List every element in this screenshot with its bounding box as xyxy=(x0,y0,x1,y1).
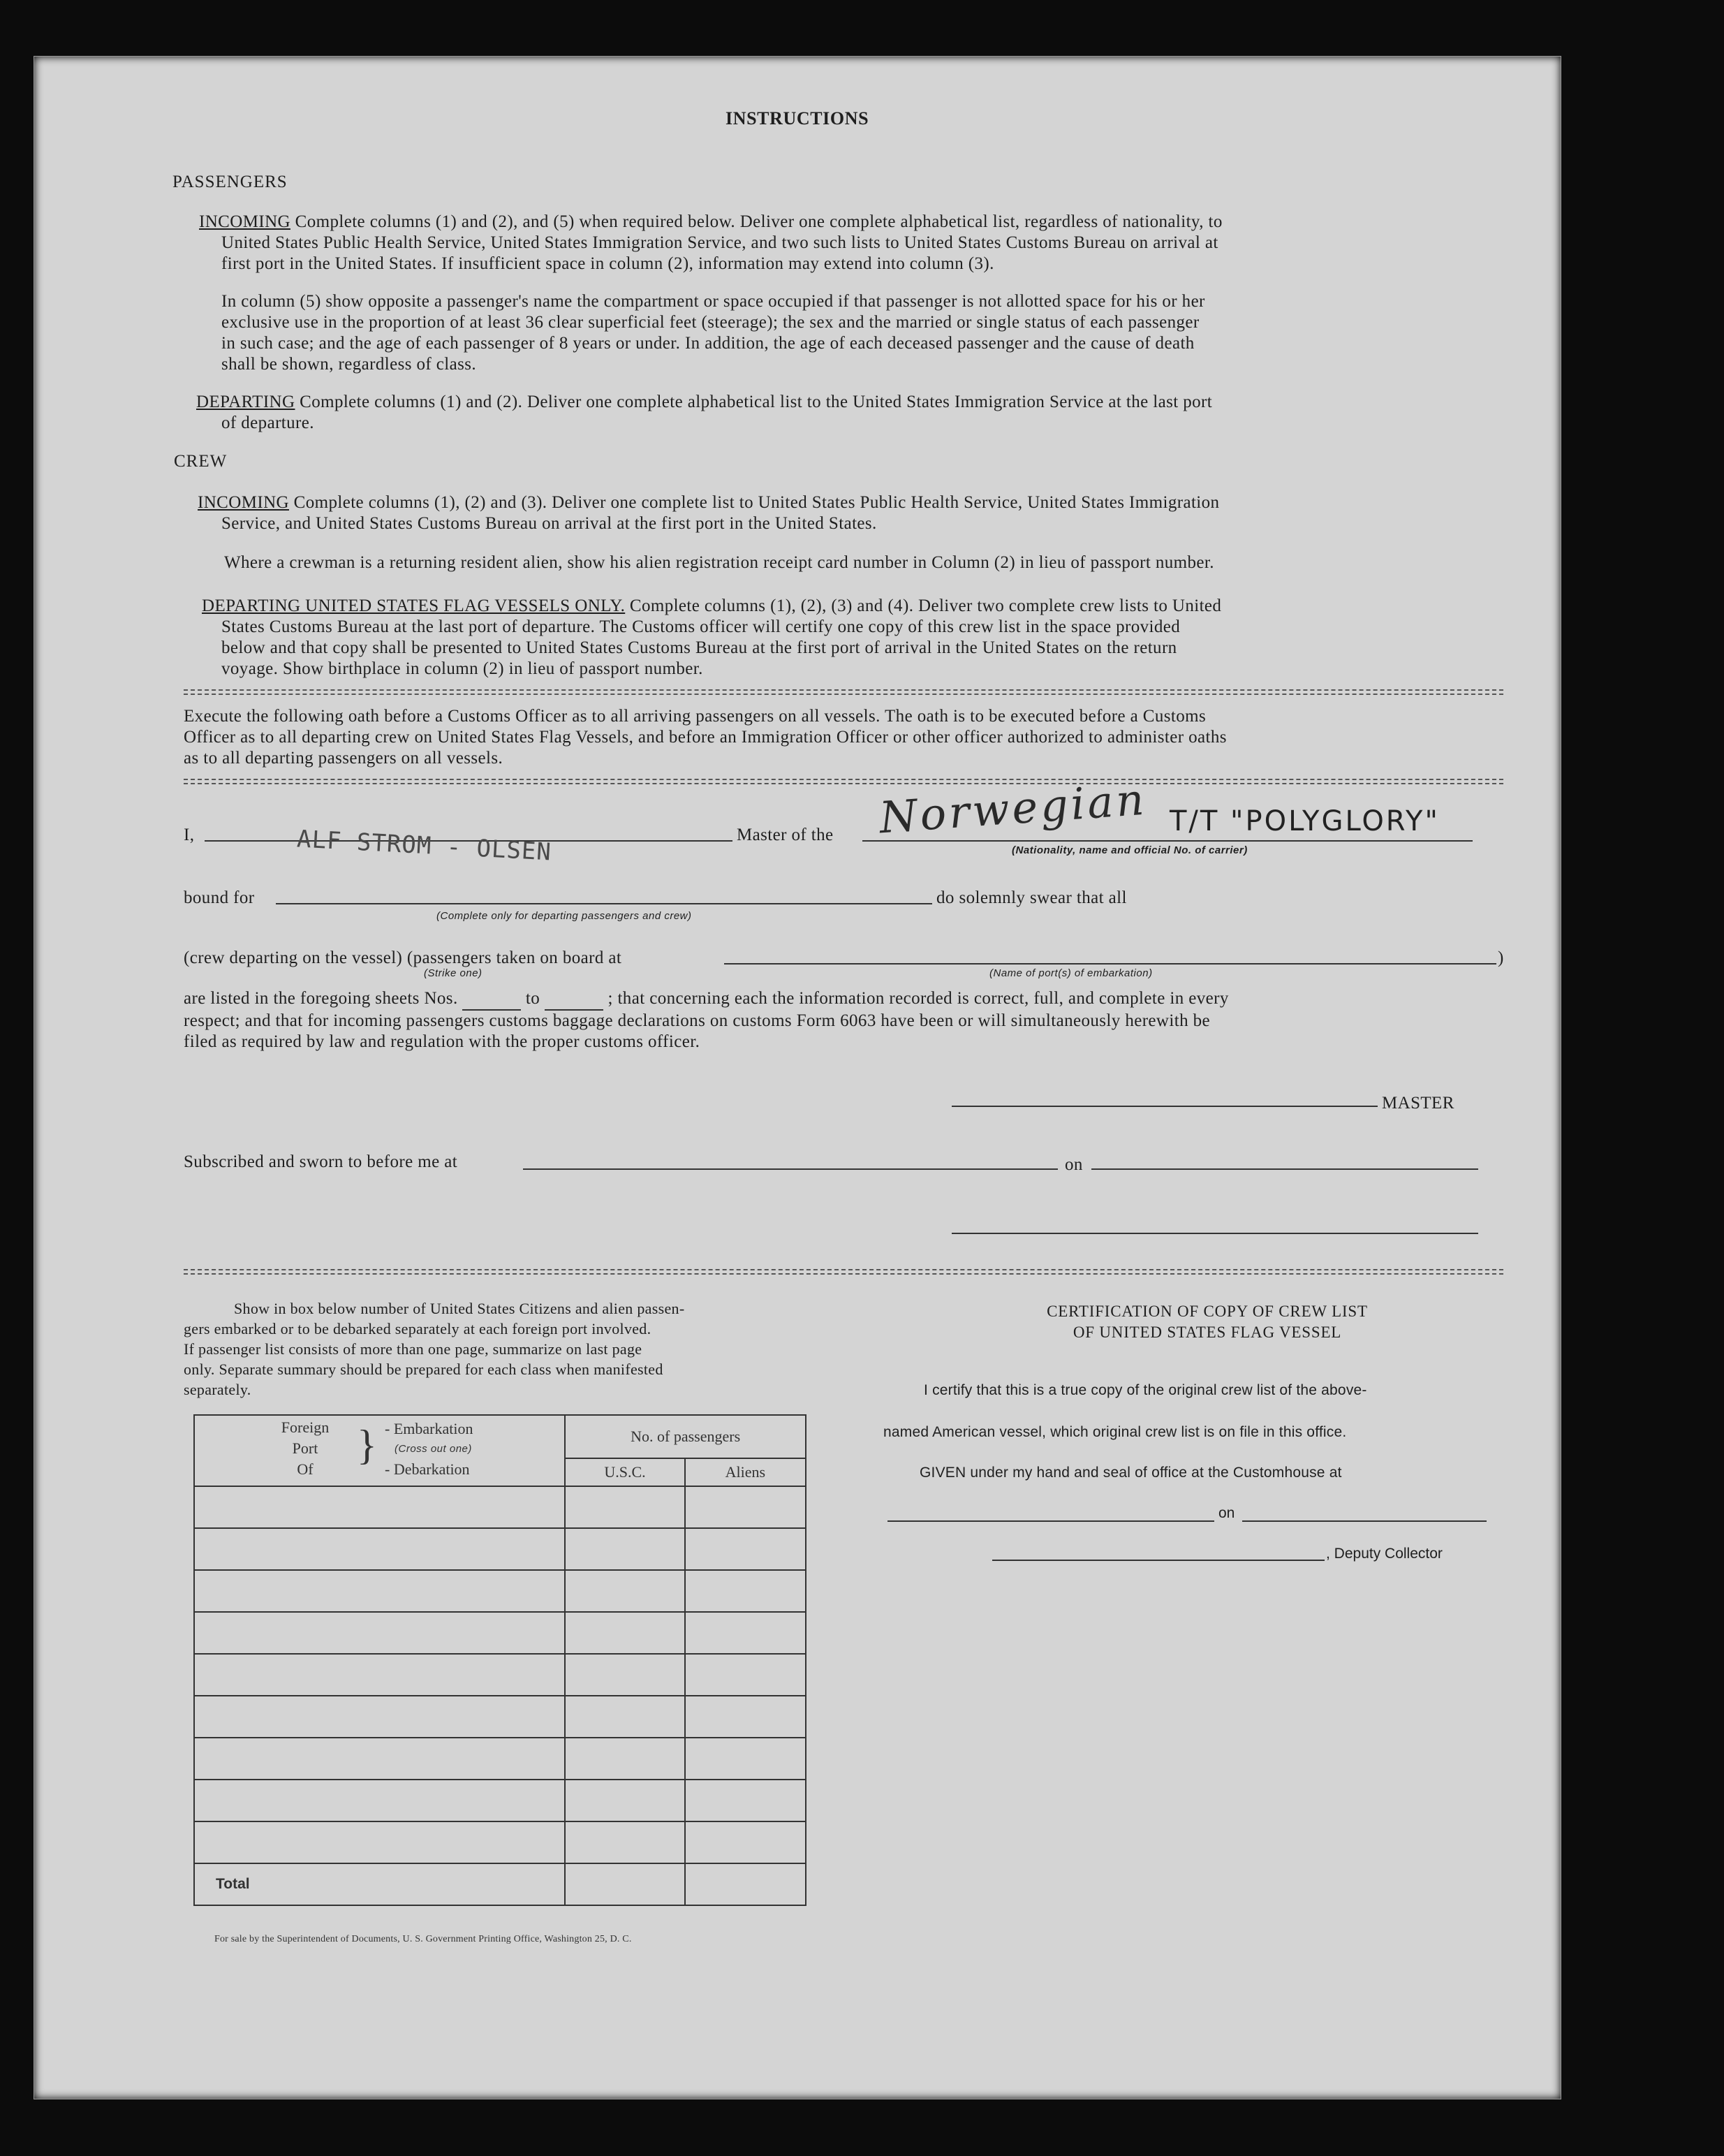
aliens-cell[interactable] xyxy=(685,1528,806,1570)
total-label: Total xyxy=(194,1863,565,1905)
crew-departing-section xyxy=(202,596,1487,680)
passengers-departing-section xyxy=(196,392,1488,434)
summary-line-4: only. Separate summary should be prepared for each class when manifested xyxy=(184,1361,663,1378)
officer-signature-field[interactable] xyxy=(952,1233,1478,1234)
passengers-incoming-label: INCOMING xyxy=(199,212,290,231)
port-cell[interactable] xyxy=(194,1696,565,1738)
listed-line-3: filed as required by law and regulation with the proper customs officer. xyxy=(184,1032,700,1051)
table-row xyxy=(194,1821,806,1863)
total-usc-cell[interactable] xyxy=(565,1863,684,1905)
sheet-from-field[interactable] xyxy=(462,988,521,1011)
table-row xyxy=(194,1738,806,1780)
embarkation-label: - Embarkation xyxy=(385,1420,473,1437)
listed-prefix: are listed in the foregoing sheets Nos. xyxy=(184,989,458,1008)
oath-i-label: I, xyxy=(184,826,195,844)
master-of-label: Master of the xyxy=(737,826,834,844)
passengers-incoming-section xyxy=(199,212,1484,274)
separator-1b xyxy=(184,694,1503,695)
bound-for-caption: (Complete only for departing passengers and crew) xyxy=(436,910,692,922)
separator-2b xyxy=(184,783,1503,784)
close-paren: ) xyxy=(1498,948,1504,967)
strike-caption: (Strike one) xyxy=(424,967,482,979)
bound-for-field[interactable] xyxy=(276,903,932,904)
passengers-departing-label: DEPARTING xyxy=(196,393,295,411)
port-cell[interactable] xyxy=(194,1528,565,1570)
oath-intro-line-3: as to all departing passengers on all vessels. xyxy=(184,749,503,768)
port-cell[interactable] xyxy=(194,1738,565,1780)
crew-incoming-section xyxy=(198,492,1482,534)
usc-cell[interactable] xyxy=(565,1612,684,1654)
crew-departing-line-4: voyage. Show birthplace in column (2) in lieu of passport number. xyxy=(221,659,703,678)
nationality-handwritten: Norwegian xyxy=(877,773,1149,844)
crew-resident-text: Where a crewman is a returning resident alien, show his alien registration receipt card number in Column (2) in lieu of passport number. xyxy=(224,553,1214,572)
table-row xyxy=(194,1696,806,1738)
port-cell[interactable] xyxy=(194,1486,565,1528)
separator-2 xyxy=(184,779,1503,780)
column5-line-1: In column (5) show opposite a passenger's name the compartment or space occupied if that passenger is not allotted space for his or her xyxy=(221,292,1205,311)
passenger-summary-table xyxy=(193,1414,806,1906)
column5-line-3: in such case; and the age of each passenger of 8 years or under. In addition, the age of each deceased passenger and the cause of death xyxy=(221,334,1195,353)
master-label: MASTER xyxy=(1382,1094,1454,1113)
aliens-cell[interactable] xyxy=(685,1570,806,1612)
column5-section xyxy=(221,291,1485,375)
summary-line-3: If passenger list consists of more than one page, summarize on last page xyxy=(184,1340,642,1358)
aliens-cell[interactable] xyxy=(685,1696,806,1738)
crew-incoming-line-2: Service, and United States Customs Bureau on arrival at the first port in the United States. xyxy=(221,514,877,533)
port-label: Port xyxy=(292,1439,318,1457)
passengers-incoming-line-2: United States Public Health Service, United States Immigration Service, and two such lists to United States Customs Bureau on arrival at xyxy=(221,233,1218,252)
deputy-signature-field[interactable] xyxy=(992,1560,1325,1561)
passengers-count-header: No. of passengers xyxy=(565,1415,806,1458)
embarkation-port-field[interactable] xyxy=(724,963,1496,965)
port-cell[interactable] xyxy=(194,1612,565,1654)
separator-3b xyxy=(184,1273,1503,1275)
crew-departing-label: DEPARTING UNITED STATES FLAG VESSELS ONLY. xyxy=(202,596,626,615)
crew-departing-line-2: States Customs Bureau at the last port of departure. The Customs officer will certify one copy of this crew list in the space provided xyxy=(221,617,1181,636)
usc-cell[interactable] xyxy=(565,1821,684,1863)
subscribed-date-field[interactable] xyxy=(1091,1168,1478,1170)
certification-date-field[interactable] xyxy=(1242,1520,1487,1522)
certification-line-1: I certify that this is a true copy of the original crew list of the above- xyxy=(924,1382,1367,1398)
aliens-cell[interactable] xyxy=(685,1486,806,1528)
cross-caption: (Cross out one) xyxy=(395,1443,472,1455)
table-header-row xyxy=(194,1415,806,1458)
master-name-stamp: ALF STROM - OLSEN xyxy=(296,825,552,867)
table-row xyxy=(194,1486,806,1528)
of-label: Of xyxy=(297,1460,314,1478)
foreign-port-header xyxy=(194,1415,565,1486)
master-signature-field[interactable] xyxy=(952,1106,1378,1107)
passengers-departing-line-2: of departure. xyxy=(221,413,314,432)
usc-cell[interactable] xyxy=(565,1780,684,1821)
usc-cell[interactable] xyxy=(565,1696,684,1738)
table-row xyxy=(194,1654,806,1696)
oath-intro-line-1: Execute the following oath before a Customs Officer as to all arriving passengers on all vessels. The oath is to be executed before a Customs xyxy=(184,707,1207,726)
crew-departing-line-3: below and that copy shall be presented to United States Customs Bureau at the first port of arrival in the United States on the return xyxy=(221,638,1177,657)
carrier-caption: (Nationality, name and official No. of carrier) xyxy=(1012,844,1248,856)
port-caption: (Name of port(s) of embarkation) xyxy=(989,967,1153,979)
table-row xyxy=(194,1612,806,1654)
port-cell[interactable] xyxy=(194,1821,565,1863)
vessel-name-stamp: T/T "POLYGLORY" xyxy=(1170,805,1440,837)
summary-line-1: Show in box below number of United States Citizens and alien passen- xyxy=(234,1300,685,1317)
certification-title-line-1: CERTIFICATION OF COPY OF CREW LIST xyxy=(1047,1303,1368,1320)
aliens-header: Aliens xyxy=(685,1458,806,1486)
brace-icon: } xyxy=(357,1422,377,1468)
separator-1 xyxy=(184,689,1503,691)
passengers-departing-line-1: Complete columns (1) and (2). Deliver one complete alphabetical list to the United States Immigration Service at the last port xyxy=(295,393,1213,411)
certification-title xyxy=(991,1301,1424,1343)
passengers-heading: PASSENGERS xyxy=(172,173,288,191)
separator-3 xyxy=(184,1269,1503,1270)
bound-for-label: bound for xyxy=(184,888,255,907)
table-row xyxy=(194,1570,806,1612)
passengers-incoming-line-1: Complete columns (1) and (2), and (5) when required below. Deliver one complete alphabetical list, regardless of nationality, to xyxy=(290,212,1223,231)
summary-line-5: separately. xyxy=(184,1381,251,1398)
subscribed-on-label: on xyxy=(1065,1155,1083,1174)
usc-cell[interactable] xyxy=(565,1570,684,1612)
crew-heading: CREW xyxy=(174,452,228,471)
certification-line-2: named American vessel, which original crew list is on file in this office. xyxy=(883,1424,1347,1440)
total-aliens-cell[interactable] xyxy=(685,1863,806,1905)
table-row xyxy=(194,1528,806,1570)
column5-line-2: exclusive use in the proportion of at least 36 clear superficial feet (steerage); the sex and the married or single status of each passenger xyxy=(221,313,1200,332)
listed-line-2: respect; and that for incoming passengers customs baggage declarations on customs Form 6063 have been or will simultaneously herewith be xyxy=(184,1011,1211,1030)
crew-incoming-label: INCOMING xyxy=(198,493,289,512)
debarkation-label: - Debarkation xyxy=(385,1460,470,1478)
certification-title-line-2: OF UNITED STATES FLAG VESSEL xyxy=(1073,1323,1342,1341)
aliens-cell[interactable] xyxy=(685,1780,806,1821)
subscribed-label: Subscribed and sworn to before me at xyxy=(184,1152,458,1171)
oath-intro-line-2: Officer as to all departing crew on United States Flag Vessels, and before an Immigration Officer or other officer authorized to administer oaths xyxy=(184,728,1227,747)
port-cell[interactable] xyxy=(194,1654,565,1696)
aliens-cell[interactable] xyxy=(685,1738,806,1780)
aliens-cell[interactable] xyxy=(685,1821,806,1863)
usc-cell[interactable] xyxy=(565,1654,684,1696)
usc-cell[interactable] xyxy=(565,1738,684,1780)
port-cell[interactable] xyxy=(194,1780,565,1821)
subscribed-place-field[interactable] xyxy=(523,1168,1058,1170)
usc-cell[interactable] xyxy=(565,1486,684,1528)
certification-line-3: GIVEN under my hand and seal of office at the Customhouse at xyxy=(920,1465,1342,1481)
aliens-cell[interactable] xyxy=(685,1654,806,1696)
crew-departing-line-1: Complete columns (1), (2), (3) and (4). Deliver two complete crew lists to United xyxy=(625,596,1222,615)
listed-section xyxy=(184,988,1510,1053)
customhouse-field[interactable] xyxy=(887,1520,1214,1522)
usc-cell[interactable] xyxy=(565,1528,684,1570)
oath-intro xyxy=(184,706,1510,769)
page-title: INSTRUCTIONS xyxy=(725,108,869,129)
listed-suffix: ; that concerning each the information recorded is correct, full, and complete in every xyxy=(607,989,1229,1008)
form-page xyxy=(34,56,1561,2099)
port-cell[interactable] xyxy=(194,1570,565,1612)
carrier-field[interactable] xyxy=(862,840,1473,842)
to-label: to xyxy=(525,989,540,1008)
summary-line-2: gers embarked or to be debarked separately at each foreign port involved. xyxy=(184,1320,651,1337)
summary-instructions xyxy=(184,1298,812,1400)
foreign-label: Foreign xyxy=(281,1418,330,1436)
sheet-to-field[interactable] xyxy=(545,988,603,1011)
column5-line-4: shall be shown, regardless of class. xyxy=(221,355,477,374)
deputy-collector-label: , Deputy Collector xyxy=(1326,1546,1443,1562)
crew-incoming-line-1: Complete columns (1), (2) and (3). Deliver one complete list to United States Public Health Service, United States Immigration xyxy=(288,493,1220,512)
swear-label: do solemnly swear that all xyxy=(936,888,1127,907)
printing-footer: For sale by the Superintendent of Documents, U. S. Government Printing Office, Washington 25, D. C. xyxy=(214,1934,632,1944)
total-row xyxy=(194,1863,806,1905)
usc-header: U.S.C. xyxy=(565,1458,684,1486)
passengers-incoming-line-3: first port in the United States. If insufficient space in column (2), information may extend into column (3). xyxy=(221,254,994,273)
aliens-cell[interactable] xyxy=(685,1612,806,1654)
crew-departing-oath-label: (crew departing on the vessel) (passengers taken on board at xyxy=(184,948,622,967)
certification-on-label: on xyxy=(1218,1505,1235,1521)
table-row xyxy=(194,1780,806,1821)
